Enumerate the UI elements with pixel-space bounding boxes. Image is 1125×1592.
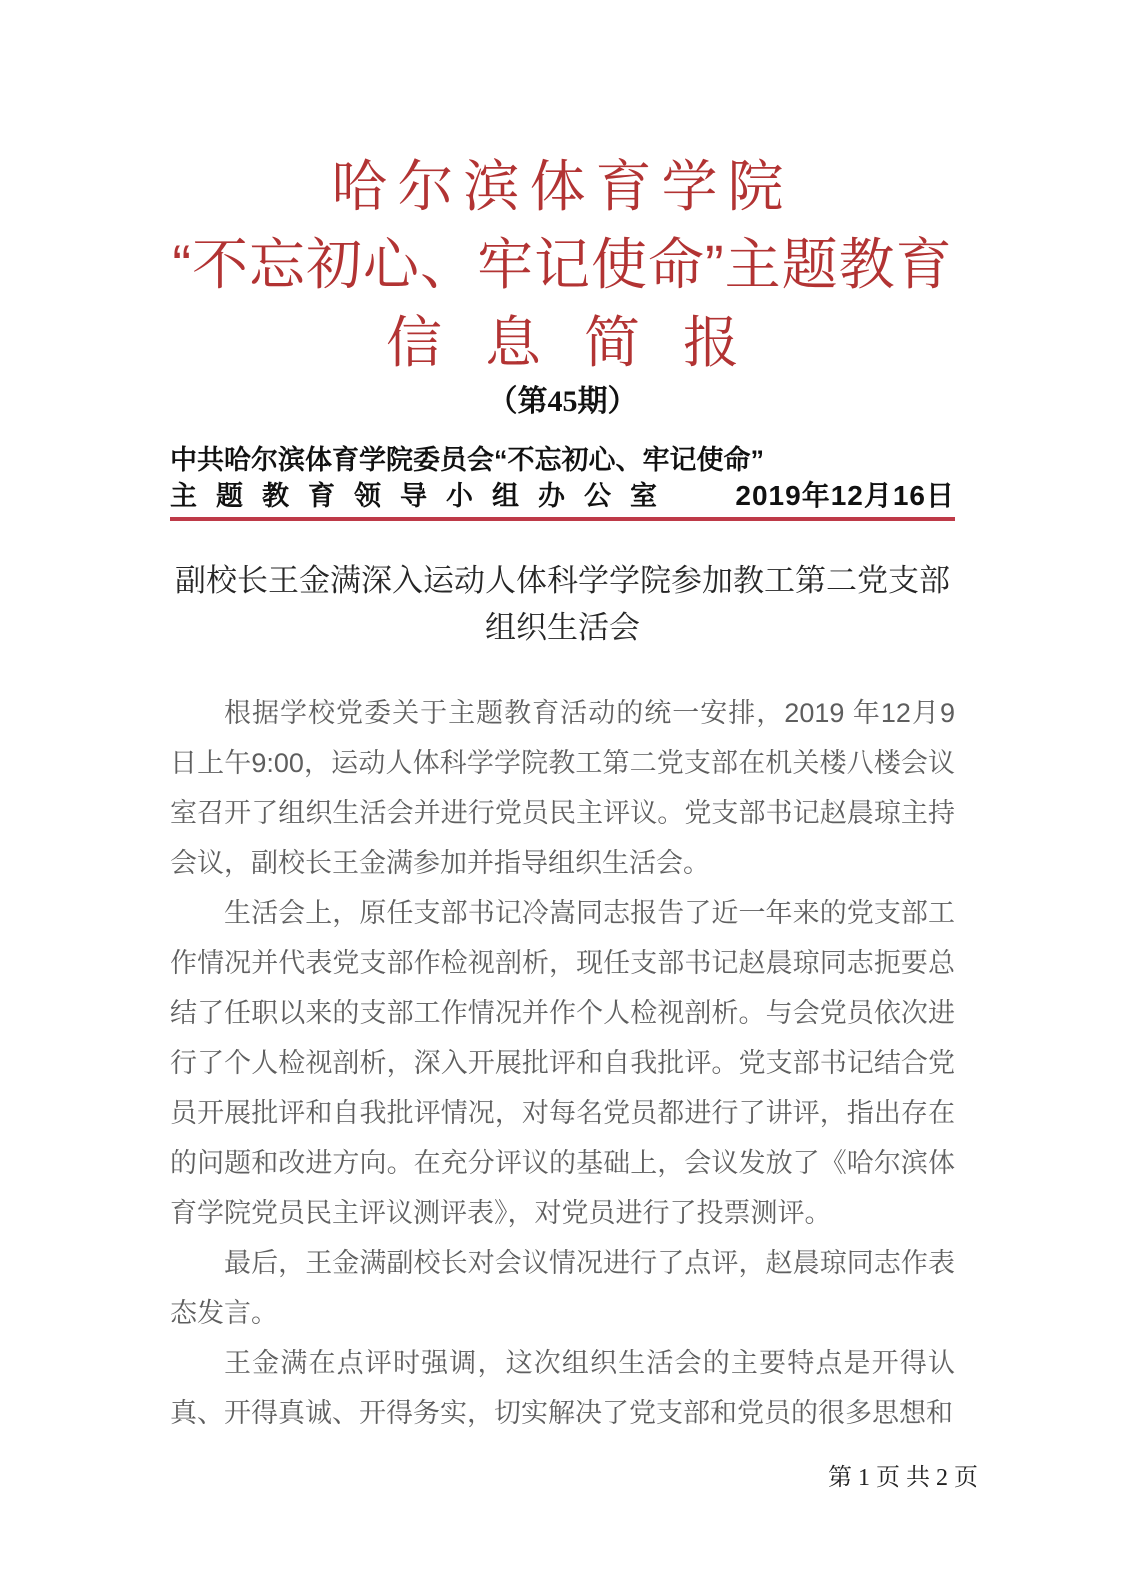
issuer-block bbox=[170, 442, 955, 514]
article-title-line2: 组织生活会 bbox=[485, 610, 640, 645]
masthead bbox=[170, 0, 955, 521]
article-title-line1: 副校长王金满深入运动人体科学学院参加教工第二党支部 bbox=[175, 563, 950, 598]
paragraph-2: 生活会上，原任支部书记冷嵩同志报告了近一年来的党支部工作情况并代表党支部作检视剖析，现任支部书记赵晨琼同志扼要总结了任职以来的支部工作情况并作个人检视剖析。与会党员依次进行了个人检视剖析，深入开展批评和自我批评。党支部书记结合党员开展批评和自我批评情况，对每名党员都进行了讲评，指出存在的问题和改进方向。在充分评议的基础上，会议发放了《哈尔滨体育学院党员民主评议测评表》，对党员进行了投票测评。 bbox=[170, 898, 955, 1228]
paragraph-1: 根据学校党委关于主题教育活动的统一安排，2019 年12月9日上午9:00，运动人体科学学院教工第二党支部在机关楼八楼会议室召开了组织生活会并进行党员民主评议。党支部书记赵晨琼主持会议，副校长王金满参加并指导组织生活会。 bbox=[170, 698, 955, 878]
issuer-name-line1: 中共哈尔滨体育学院委员会“不忘初心、牢记使命” bbox=[170, 445, 764, 475]
masthead-title-line3: 信息简报 bbox=[386, 311, 782, 374]
page-footer bbox=[828, 1457, 978, 1492]
article-title bbox=[170, 557, 955, 651]
issuer-row bbox=[170, 478, 955, 514]
paragraph-4: 王金满在点评时强调，这次组织生活会的主要特点是开得认真、开得真诚、开得务实，切实解决了党支部和党员的很多思想和 bbox=[170, 1348, 955, 1428]
issuer-name-line2: 主题教育领导小组办公室 bbox=[170, 481, 676, 511]
masthead-title-line1: 哈尔滨体育学院 bbox=[331, 155, 794, 218]
red-divider-rule bbox=[170, 517, 955, 521]
issue-date: 2019年12月16日 bbox=[735, 480, 955, 511]
paragraph-3: 最后，王金满副校长对会议情况进行了点评，赵晨琼同志作表态发言。 bbox=[170, 1248, 955, 1328]
article-body bbox=[170, 688, 955, 1438]
page-number-indicator: 第 1 页 共 2 页 bbox=[828, 1465, 978, 1491]
issue-number: （第45期） bbox=[487, 385, 638, 418]
masthead-title-line2: “不忘初心、牢记使命”主题教育 bbox=[172, 233, 953, 296]
article bbox=[170, 557, 955, 1438]
